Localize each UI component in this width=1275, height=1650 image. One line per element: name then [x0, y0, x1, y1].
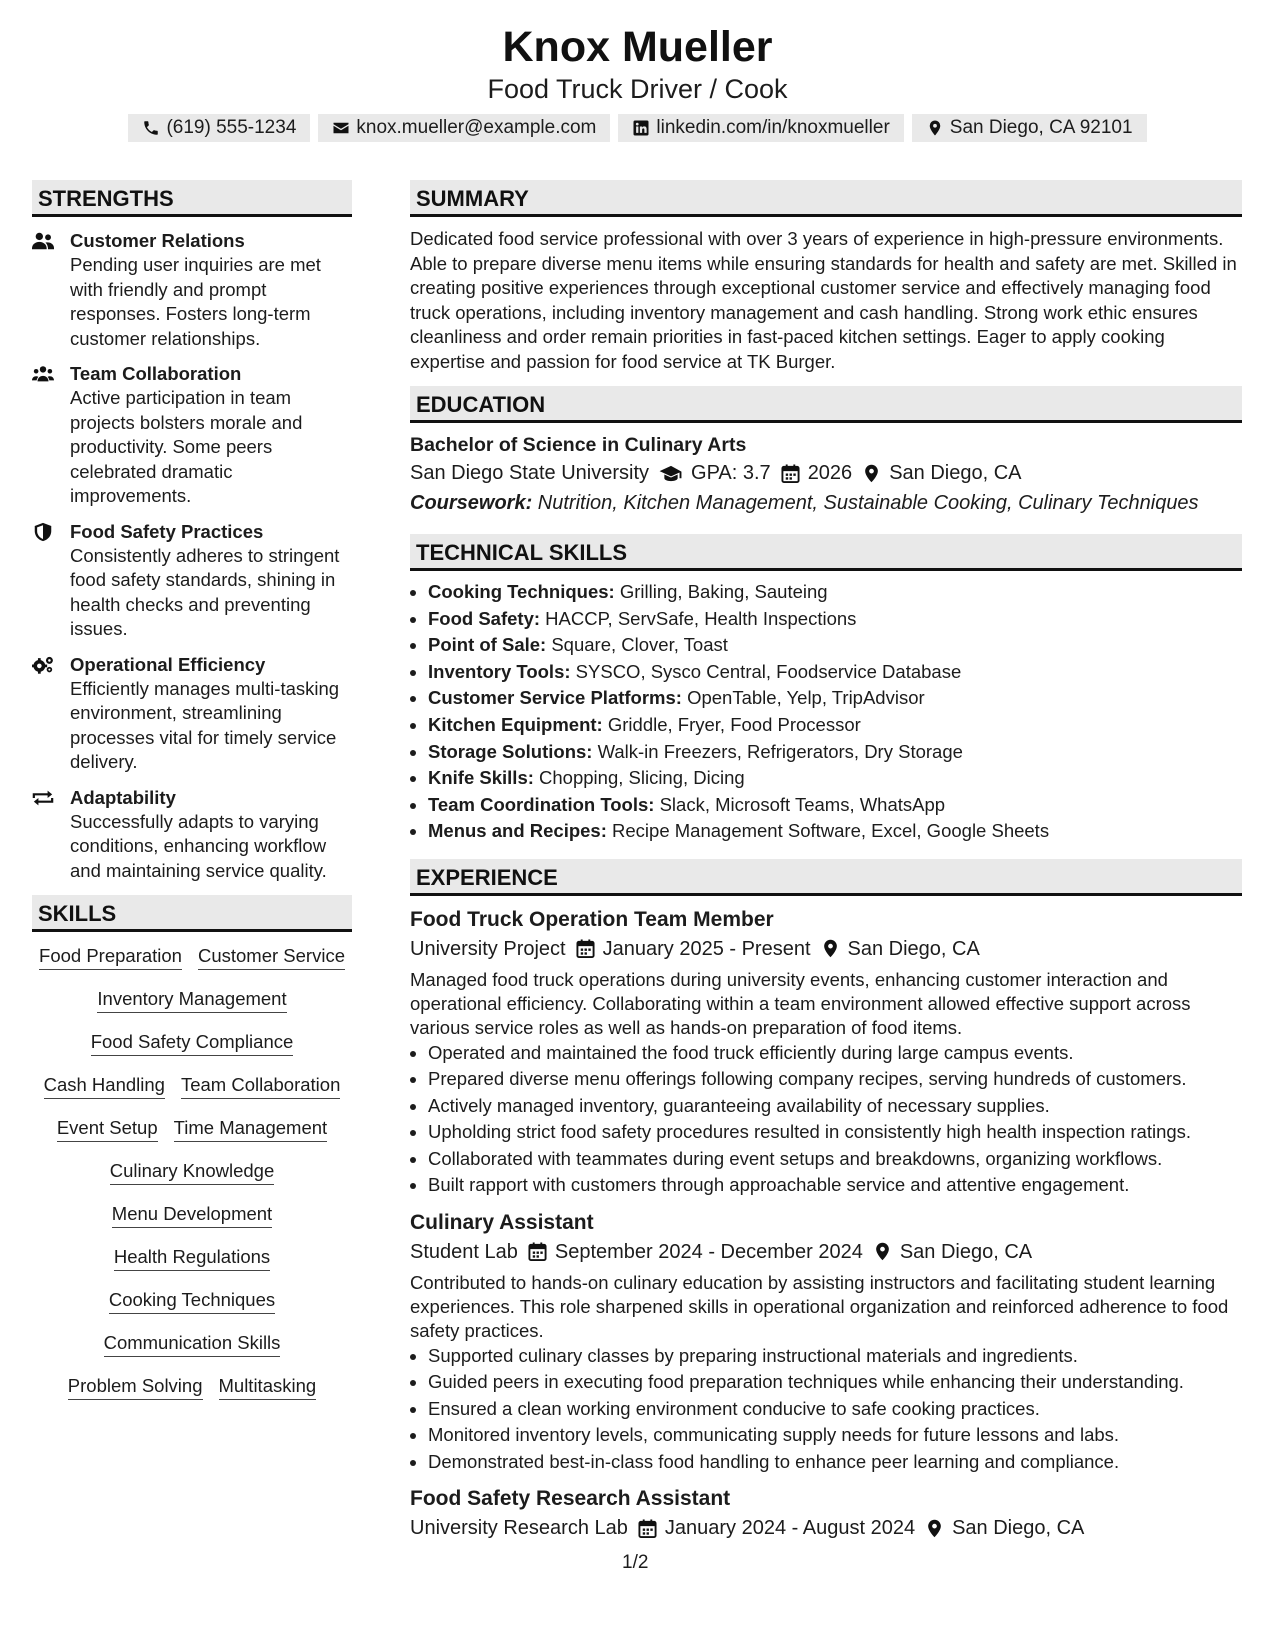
right-column: [410, 180, 1242, 1543]
skill-tag: Time Management: [174, 1116, 328, 1142]
list-item: • Actively managed inventory, guaranteeing availability of necessary supplies.: [428, 1093, 1242, 1120]
list-item: [428, 606, 1242, 633]
skill-tag: Event Setup: [57, 1116, 158, 1142]
job-location: San Diego, CA: [952, 1517, 1085, 1540]
list-item: • Monitored inventory levels, communicating supply needs for future lessons and labs.: [428, 1422, 1242, 1449]
summary-text: Dedicated food service professional with over 3 years of experience in high-pressure environments. Able to prepare diverse menu items while ensuring standards for health and safety are met. Skilled in creating positive experiences through exceptional customer service and effectively managing food truck operations, including inventory management and cash handling. Strong work ethic ensures cleanliness and order remain priorities in fast-paced kitchen settings. Eager to apply cooking expertise and passion for food service at TK Burger.: [410, 228, 1237, 372]
map-pin-icon: [926, 119, 944, 137]
tech-skill-value: Recipe Management Software, Excel, Google Sheets: [606, 820, 1050, 842]
strength-item: [32, 520, 352, 642]
strengths-list: [32, 229, 352, 883]
experience-heading: EXPERIENCE: [410, 859, 1242, 896]
job-title: Food Truck Operation Team Member: [410, 907, 774, 931]
strength-title: Team Collaboration: [70, 363, 242, 384]
job-location: San Diego, CA: [899, 1240, 1033, 1263]
skill-tag: Culinary Knowledge: [110, 1159, 275, 1185]
tech-skill-value: Walk-in Freezers, Refrigerators, Dry Storage: [592, 740, 963, 762]
experience-entry: [410, 1209, 1242, 1476]
strength-title: Food Safety Practices: [70, 520, 264, 542]
map-pin-icon: [925, 1519, 944, 1538]
experience-entry: [410, 1485, 1242, 1543]
strength-item: [32, 653, 352, 775]
tech-skill-label: Customer Service Platforms:: [428, 687, 682, 709]
strength-title: Customer Relations: [70, 230, 245, 251]
tech-skill-label: Cooking Techniques:: [428, 581, 615, 602]
job-description: Contributed to hands-on culinary education by assisting instructors and facilitating student learning experiences. This role sharpened skills in operational organization and reinforced adherence to food safety practices.: [410, 1271, 1229, 1341]
skill-tag: Health Regulations: [114, 1245, 270, 1271]
list-item: [428, 792, 1242, 819]
degree-title: Bachelor of Science in Culinary Arts: [410, 434, 747, 456]
job-bullets: [410, 1040, 1242, 1199]
strength-title: Operational Efficiency: [70, 653, 266, 675]
job-meta: [410, 934, 1242, 964]
phone-icon: [142, 119, 160, 137]
list-item: • Supported culinary classes by preparing instructional materials and ingredients.: [428, 1343, 1242, 1370]
experience-entry: [410, 906, 1242, 1199]
job-org: University Research Lab: [410, 1517, 628, 1540]
linkedin-icon: [632, 119, 650, 137]
contact-linkedin-text: linkedin.com/in/knoxmueller: [656, 117, 890, 138]
list-item: • Upholding strict food safety procedures resulted in consistently high health inspection ratings.: [428, 1119, 1242, 1146]
contact-location-text: San Diego, CA 92101: [949, 117, 1133, 138]
list-item: [428, 712, 1242, 739]
list-item: • Built rapport with customers through approachable service and attentive engagement.: [428, 1172, 1242, 1199]
coursework-label: Coursework:: [410, 492, 533, 514]
tech-skill-value: Square, Clover, Toast: [546, 634, 728, 656]
skill-tag: Cooking Techniques: [109, 1288, 275, 1314]
technical-skills-heading: TECHNICAL SKILLS: [410, 534, 1242, 571]
calendar-icon: [781, 464, 800, 483]
calendar-icon: [638, 1519, 657, 1538]
job-location: San Diego, CA: [847, 937, 980, 960]
job-dates: January 2024 - August 2024: [664, 1517, 916, 1540]
list-item: [428, 685, 1242, 712]
list-item: • Collaborated with teammates during event setups and breakdowns, organizing workflows.: [428, 1146, 1242, 1173]
strength-desc: Efficiently manages multi-tasking environment, streamlining processes vital for timely service delivery.: [70, 677, 340, 772]
contact-bar: [0, 114, 1275, 142]
contact-linkedin: [618, 114, 903, 142]
skill-tag: Inventory Management: [97, 987, 286, 1013]
education-heading: EDUCATION: [410, 386, 1242, 423]
skills-heading: SKILLS: [32, 895, 352, 932]
list-item: • Operated and maintained the food truck efficiently during large campus events.: [428, 1040, 1242, 1067]
tech-skill-label: Menus and Recipes:: [428, 820, 607, 842]
repeat-icon: [32, 788, 54, 808]
coursework-list: Nutrition, Kitchen Management, Sustainable Cooking, Culinary Techniques: [532, 492, 1199, 514]
contact-email-text: knox.mueller@example.com: [356, 117, 597, 138]
list-item: • Ensured a clean working environment conducive to safe cooking practices.: [428, 1396, 1242, 1423]
school-location: San Diego, CA: [889, 462, 1022, 484]
gears-icon: [32, 655, 54, 675]
tech-skill-label: Kitchen Equipment:: [428, 713, 603, 735]
skill-tag: Cash Handling: [44, 1073, 165, 1099]
list-item: [428, 739, 1242, 766]
list-item: • Prepared diverse menu offerings following company recipes, serving hundreds of customers.: [428, 1066, 1242, 1093]
summary-heading: SUMMARY: [410, 180, 1242, 217]
list-item: [428, 818, 1242, 845]
skill-tag: Menu Development: [112, 1202, 272, 1228]
users-icon: [32, 231, 54, 251]
tech-skill-label: Knife Skills:: [428, 767, 534, 789]
tech-skill-value: Chopping, Slicing, Dicing: [533, 767, 745, 789]
shield-icon: [32, 522, 54, 542]
contact-phone: [128, 114, 310, 142]
tech-skill-value: SYSCO, Sysco Central, Foodservice Database: [570, 660, 962, 682]
skill-tag: Problem Solving: [68, 1374, 203, 1400]
strength-desc: Pending user inquiries are met with friendly and prompt responses. Fosters long-term customer relationships.: [70, 254, 321, 349]
job-title: Culinary Assistant: [410, 1210, 594, 1234]
job-dates: January 2025 - Present: [602, 937, 811, 960]
map-pin-icon: [873, 1242, 892, 1261]
gpa: GPA: 3.7: [691, 462, 771, 484]
strength-item: [32, 786, 352, 884]
list-item: [428, 659, 1242, 686]
tech-skill-value: Griddle, Fryer, Food Processor: [602, 713, 861, 735]
graduation-cap-icon: [659, 464, 683, 483]
list-item: • Demonstrated best-in-class food handling to enhance peer learning and compliance.: [428, 1449, 1242, 1476]
tech-skill-label: Point of Sale:: [428, 634, 547, 656]
education-meta: [410, 458, 1242, 488]
strength-title: Adaptability: [70, 786, 176, 808]
job-title: Food Safety Research Assistant: [410, 1487, 731, 1511]
tech-skill-label: Food Safety:: [428, 607, 541, 629]
candidate-title: Food Truck Driver / Cook: [487, 74, 788, 104]
contact-phone-text: (619) 555-1234: [166, 117, 297, 138]
page-number: 1/2: [622, 1552, 649, 1573]
contact-email: [318, 114, 610, 142]
skill-tag: Multitasking: [219, 1374, 317, 1400]
list-item: • Guided peers in executing food preparation techniques while enhancing their understanding.: [428, 1369, 1242, 1396]
tech-skill-value: OpenTable, Yelp, TripAdvisor: [681, 687, 925, 709]
skill-tag: Customer Service: [198, 944, 345, 970]
list-item: [428, 765, 1242, 792]
coursework: [410, 488, 1242, 518]
job-org: University Project: [410, 937, 566, 960]
contact-location: [912, 114, 1147, 142]
job-org: Student Lab: [410, 1240, 518, 1263]
envelope-icon: [332, 119, 350, 137]
strength-desc: Active participation in team projects bolsters morale and productivity. Some peers celebrated dramatic improvements.: [70, 387, 303, 506]
tech-skill-value: Slack, Microsoft Teams, WhatsApp: [654, 793, 946, 815]
list-item: [428, 579, 1242, 606]
tech-skill-value: HACCP, ServSafe, Health Inspections: [540, 607, 857, 629]
map-pin-icon: [821, 939, 840, 958]
map-pin-icon: [862, 464, 881, 483]
tech-skill-value: Grilling, Baking, Sauteing: [614, 581, 828, 602]
tech-skill-label: Storage Solutions:: [428, 740, 593, 762]
list-item: [428, 632, 1242, 659]
strengths-heading: STRENGTHS: [32, 180, 352, 217]
technical-skills-list: [410, 579, 1242, 845]
candidate-name: Knox Mueller: [502, 23, 773, 71]
skill-tag: Communication Skills: [104, 1331, 281, 1357]
tech-skill-label: Team Coordination Tools:: [428, 793, 655, 815]
strength-desc: Successfully adapts to varying conditions, enhancing workflow and maintaining service quality.: [70, 810, 327, 881]
job-meta: [410, 1237, 1242, 1267]
skill-tag: Food Preparation: [39, 944, 182, 970]
strength-item: [32, 229, 352, 351]
skill-tag: Team Collaboration: [181, 1073, 340, 1099]
job-description: Managed food truck operations during university events, enhancing customer interaction and operational efficiency. Collaborating within a team environment allowed effective support across various service roles as well as hands-on preparation of food items.: [410, 968, 1191, 1038]
skill-tag: Food Safety Compliance: [91, 1030, 294, 1056]
resume-header: [0, 22, 1275, 142]
strength-desc: Consistently adheres to stringent food safety standards, shining in health checks and preventing issues.: [70, 544, 340, 639]
job-bullets: [410, 1343, 1242, 1476]
strength-item: [32, 362, 352, 509]
skills-list: [32, 944, 352, 1400]
calendar-icon: [528, 1242, 547, 1261]
school-name: San Diego State University: [410, 462, 650, 484]
people-group-icon: [32, 364, 54, 384]
job-meta: [410, 1513, 1242, 1543]
job-dates: September 2024 - December 2024: [554, 1240, 863, 1263]
tech-skill-label: Inventory Tools:: [428, 660, 571, 682]
left-column: [32, 180, 352, 1400]
graduation-year: 2026: [807, 462, 853, 484]
calendar-icon: [576, 939, 595, 958]
